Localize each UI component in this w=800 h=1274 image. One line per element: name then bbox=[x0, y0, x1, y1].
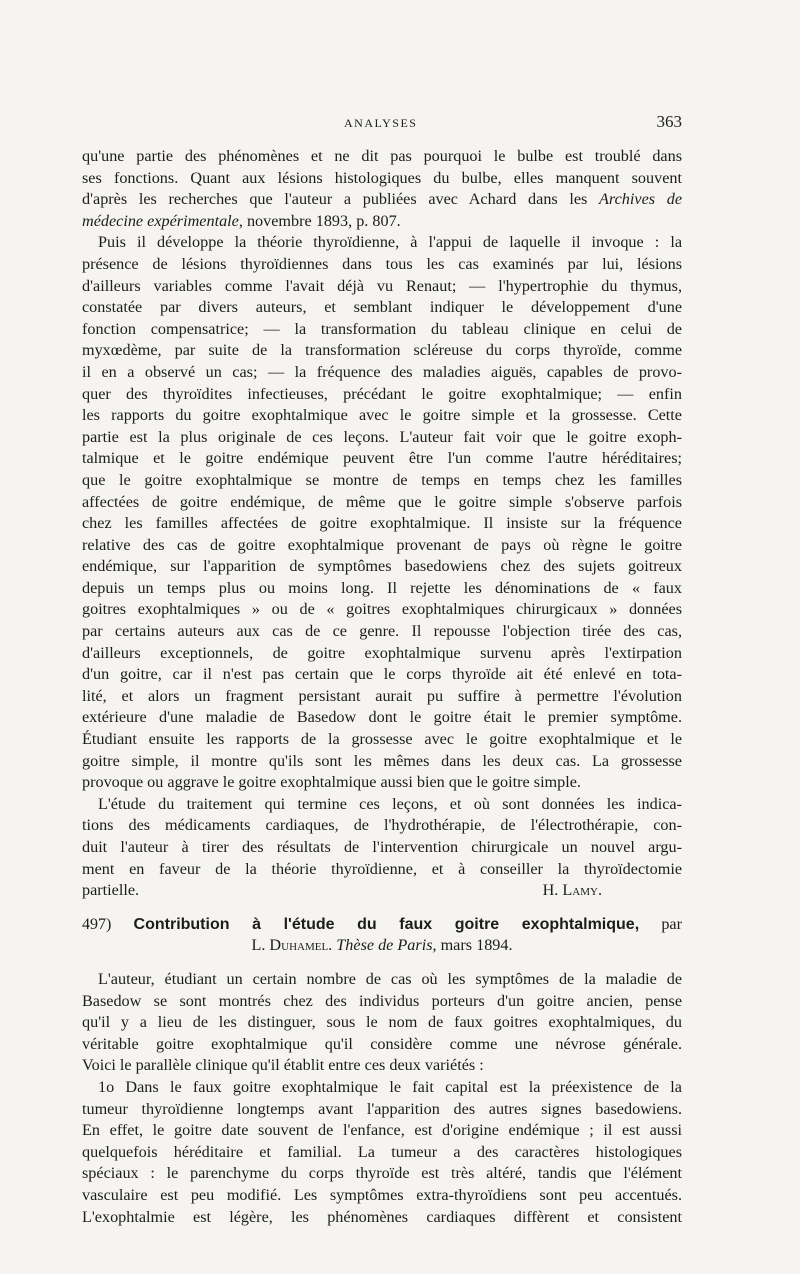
text-line: En effet, le goitre date souvent de l'enfance, est d'origine endémique ; il est aussi bbox=[82, 1121, 682, 1140]
text-line bbox=[82, 880, 682, 902]
text-line: d'ailleurs variables comme l'avait déjà vu Renaut; — l'hypertrophie du thymus, bbox=[82, 276, 682, 295]
entry-thesis: Thèse de Paris bbox=[336, 936, 433, 955]
text-line: chez les familles affectées de goitre exophtalmique. Il insiste sur la fréquence bbox=[82, 514, 682, 533]
text-line: ses fonctions. Quant aux lésions histologiques du bulbe, elles manquent souvent bbox=[82, 168, 682, 187]
text-line: goitre simple, il montre qu'ils sont les mêmes dans les deux cas. La grossesse bbox=[82, 751, 682, 770]
text-line: Voici le parallèle clinique qu'il établit entre ces deux variétés : bbox=[82, 1056, 484, 1075]
text-line: duit l'auteur à tirer des résultats de l'intervention chirurgicale un nouvel argu- bbox=[82, 838, 682, 856]
body-text bbox=[82, 146, 682, 1228]
text-line: tumeur thyroïdienne longtemps avant l'apparition des autres signes basedowiens. bbox=[82, 1099, 682, 1118]
journal-title-cont: médecine expérimentale bbox=[82, 211, 239, 230]
text-line: d'après les recherches que l'auteur a publiées avec Achard dans les Archives de bbox=[82, 190, 683, 209]
text-line: L'étude du traitement qui termine ces leçons, et où sont données les indica- bbox=[98, 794, 682, 813]
text-line: constatée par divers auteurs, et semblant indiquer le développement d'une bbox=[82, 298, 682, 317]
text-line: endémique, sur l'apparition de symptômes basedowiens chez des sujets goitreux bbox=[82, 557, 682, 576]
text-line: relative des cas de goitre exophtalmique provenant de pays où règne le goitre bbox=[82, 535, 682, 554]
entry-number: 497) bbox=[82, 915, 112, 933]
text-line: fonction compensatrice; — la transformation du tableau clinique en celui de bbox=[82, 319, 682, 338]
text-line: myxœdème, par suite de la transformation scléreuse du corps thyroïde, comme bbox=[82, 341, 682, 360]
journal-title: Archives de bbox=[599, 190, 683, 209]
text-line: véritable goitre exophtalmique qu'il considère comme une névrose générale. bbox=[82, 1034, 682, 1053]
text-line: présence de lésions thyroïdiennes dans tous les cas examinés par lui, lésions bbox=[82, 254, 682, 273]
text-line: quer des thyroïdites infectieuses, précédant le goitre exophtalmique; — enfin bbox=[82, 384, 682, 403]
text-line: par certains auteurs aux cas de ce genre. Il repousse l'objection tirée des cas, bbox=[82, 622, 682, 641]
text-line: que le goitre exophtalmique se montre de temps en temps chez les familles bbox=[82, 470, 682, 489]
text-line: talmique et le goitre endémique peuvent être l'un comme l'autre héréditaires; bbox=[82, 449, 682, 468]
entry-author: L. Duhamel. bbox=[251, 936, 333, 955]
text-line: quelquefois héréditaire et familial. La tumeur a des caractères histologiques bbox=[82, 1142, 682, 1161]
text-line: Basedow se sont montrés chez des individus porteurs d'un goitre ancien, pense bbox=[82, 991, 682, 1010]
text-line: L'auteur, étudiant un certain nombre de cas où les symptômes de la maladie de bbox=[98, 969, 682, 988]
text-line: d'un goitre, car il n'est pas certain que le corps thyroïde ait été enlevé en tota- bbox=[82, 665, 682, 684]
page-number: 363 bbox=[656, 112, 682, 131]
entry-date: , mars 1894. bbox=[432, 936, 513, 955]
text-line: depuis un temps plus ou moins long. Il rejette les dénominations de « faux bbox=[82, 578, 682, 597]
text-line: affectées de goitre endémique, de même que le goitre simple s'observe parfois bbox=[82, 492, 682, 511]
text-line: il en a observé un cas; — la fréquence des maladies aiguës, capables de provo- bbox=[82, 362, 682, 381]
reviewer-signature: H. Lamy. bbox=[542, 881, 602, 900]
text-line: partie est la plus originale de ces leçons. L'auteur fait voir que le goitre exoph- bbox=[82, 427, 682, 446]
text-line: ment en faveur de la théorie thyroïdienne, et à conseiller la thyroïdectomie bbox=[82, 859, 682, 878]
text-line: Étudiant ensuite les rapports de la grossesse avec le goitre exophtalmique et le bbox=[82, 730, 682, 749]
text-line: provoque ou aggrave le goitre exophtalmique aussi bien que le goitre simple. bbox=[82, 773, 581, 792]
text-line: L'exophtalmie est légère, les phénomènes cardiaques diffèrent et consistent bbox=[82, 1207, 682, 1226]
text-line: qu'il y a lieu de les distinguer, sous le nom de faux goitres exophtalmiques, du bbox=[82, 1013, 682, 1032]
running-head bbox=[82, 112, 682, 136]
text-line: qu'une partie des phénomènes et ne dit pas pourquoi le bulbe est troublé dans bbox=[82, 147, 682, 165]
entry-title: Contribution à l'étude du faux goitre exophtalmique, bbox=[133, 915, 640, 933]
text-line: vasculaire est peu modifié. Les symptômes extra-thyroïdiens sont peu accentués. bbox=[82, 1185, 682, 1204]
text-line-end: partielle. bbox=[82, 881, 140, 900]
text-line: les rapports du goitre exophtalmique avec le goitre simple et la grossesse. Cette bbox=[82, 406, 682, 425]
text-line: tions des médicaments cardiaques, de l'hydrothérapie, de l'électrothérapie, con- bbox=[82, 816, 682, 835]
text-line: Puis il développe la théorie thyroïdienne, à l'appui de laquelle il invoque : la bbox=[98, 233, 682, 252]
text-line: goitres exophtalmiques » ou de « goitres exophtalmiques chirurgicaux » données bbox=[82, 600, 682, 619]
text-line: extérieure d'une maladie de Basedow dont le goitre était le premier symptôme. bbox=[82, 708, 682, 727]
text-line: médecine expérimentale, novembre 1893, p. 807. bbox=[82, 211, 401, 230]
text-line: spéciaux : le parenchyme du corps thyroïde est très altéré, tandis que l'élément bbox=[82, 1164, 682, 1183]
entry-heading: 497) Contribution à l'étude du faux goitre exophtalmique, par bbox=[82, 914, 683, 933]
text-line: d'ailleurs exceptionnels, de goitre exophtalmique survenu après l'extirpation bbox=[82, 643, 682, 662]
text-line: 1o Dans le faux goitre exophtalmique le fait capital est la préexistence de la bbox=[98, 1077, 682, 1096]
entry-byline bbox=[82, 935, 682, 957]
text-line: lité, et alors un fragment persistant aurait pu suffire à permettre l'évolution bbox=[82, 686, 682, 705]
running-head-title: ANALYSES bbox=[344, 116, 418, 130]
